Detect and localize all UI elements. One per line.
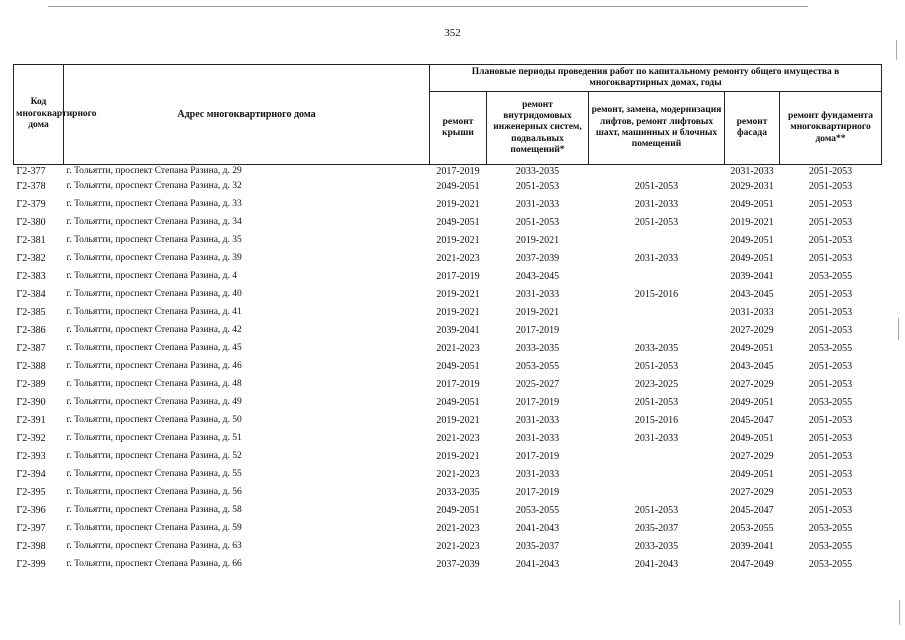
facade-period-cell: 2031-2033: [730, 307, 774, 318]
margin-mark: [899, 600, 900, 625]
lifts-period-cell: [589, 322, 725, 340]
lifts-period-cell: [589, 268, 725, 286]
house-code-cell: Г2-393: [16, 451, 46, 462]
foundation-period-cell: 2053-2055: [808, 343, 853, 354]
table-body: [14, 165, 882, 575]
systems-period-cell: 2031-2033: [515, 433, 560, 444]
facade-period-cell: 2027-2029: [730, 487, 774, 498]
table-row: [14, 394, 882, 412]
address-cell: г. Тольятти, проспект Степана Разина, д. 29: [66, 165, 242, 176]
address-cell: г. Тольятти, проспект Степана Разина, д. 48: [66, 379, 242, 390]
address-cell: г. Тольятти, проспект Степана Разина, д. 58: [66, 505, 242, 516]
roof-period-cell: 2019-2021: [436, 451, 480, 462]
lifts-period-cell: 2051-2053: [634, 397, 679, 408]
foundation-period-cell: 2051-2053: [808, 433, 853, 444]
systems-period-cell: 2053-2055: [515, 361, 560, 372]
engineering-systems-header: ремонт внутридомовых инженерных систем, подвальных помещений*: [487, 92, 589, 165]
table-row: [14, 376, 882, 394]
foundation-period-cell: 2051-2053: [808, 253, 853, 264]
house-code-cell: Г2-399: [16, 559, 46, 570]
table-row: [14, 358, 882, 376]
house-code-cell: Г2-382: [16, 253, 46, 264]
roof-period-cell: 2021-2023: [436, 253, 480, 264]
systems-period-cell: 2019-2021: [515, 235, 560, 246]
systems-period-cell: 2033-2035: [515, 165, 560, 177]
foundation-period-cell: 2051-2053: [808, 415, 853, 426]
lifts-period-cell: 2023-2025: [634, 379, 679, 390]
systems-period-cell: 2017-2019: [515, 397, 560, 408]
table-row: [14, 430, 882, 448]
systems-period-cell: 2051-2053: [515, 217, 560, 228]
table-row: [14, 340, 882, 358]
roof-period-cell: 2049-2051: [436, 397, 480, 408]
roof-period-cell: 2021-2023: [436, 523, 480, 534]
systems-period-cell: 2031-2033: [515, 199, 560, 210]
address-cell: г. Тольятти, проспект Степана Разина, д. 41: [66, 307, 242, 318]
systems-period-cell: 2043-2045: [515, 271, 560, 282]
foundation-period-cell: 2051-2053: [808, 379, 853, 390]
margin-mark: [896, 40, 897, 60]
roof-period-cell: 2019-2021: [436, 235, 480, 246]
foundation-period-cell: 2051-2053: [808, 505, 853, 516]
facade-period-cell: 2049-2051: [730, 343, 774, 354]
table-row: [14, 520, 882, 538]
foundation-period-cell: 2053-2055: [808, 397, 853, 408]
lifts-period-cell: 2031-2033: [634, 253, 679, 264]
address-cell: г. Тольятти, проспект Степана Разина, д. 63: [66, 541, 242, 552]
table-row: [14, 268, 882, 286]
foundation-period-cell: 2053-2055: [808, 541, 853, 552]
house-code-cell: Г2-390: [16, 397, 46, 408]
foundation-period-cell: 2051-2053: [808, 235, 853, 246]
lifts-period-cell: [589, 466, 725, 484]
foundation-period-cell: 2051-2053: [808, 307, 853, 318]
lifts-period-cell: 2051-2053: [634, 505, 679, 516]
house-code-cell: Г2-398: [16, 541, 46, 552]
roof-period-cell: 2019-2021: [436, 415, 480, 426]
table-row: [14, 165, 882, 179]
foundation-period-cell: 2051-2053: [808, 181, 853, 192]
address-cell: г. Тольятти, проспект Степана Разина, д. 33: [66, 199, 242, 210]
roof-period-cell: 2049-2051: [436, 361, 480, 372]
margin-mark: [898, 318, 899, 340]
roof-period-cell: 2021-2023: [436, 469, 480, 480]
systems-period-cell: 2041-2043: [515, 559, 560, 570]
roof-period-cell: 2019-2021: [436, 199, 480, 210]
house-code-cell: Г2-381: [16, 235, 46, 246]
facade-period-cell: 2049-2051: [730, 469, 774, 480]
address-column-header: Адрес многоквартирного дома: [64, 65, 430, 165]
systems-period-cell: 2051-2053: [515, 181, 560, 192]
roof-period-cell: 2021-2023: [436, 433, 480, 444]
foundation-repair-header: ремонт фундамента многоквартирного дома**: [780, 92, 882, 165]
address-cell: г. Тольятти, проспект Степана Разина, д. 40: [66, 289, 242, 300]
house-code-cell: Г2-397: [16, 523, 46, 534]
house-code-cell: Г2-396: [16, 505, 46, 516]
lifts-period-cell: 2051-2053: [634, 181, 679, 192]
address-cell: г. Тольятти, проспект Степана Разина, д. 46: [66, 361, 242, 372]
facade-period-cell: 2043-2045: [730, 361, 774, 372]
foundation-period-cell: 2051-2053: [808, 451, 853, 462]
house-code-cell: Г2-391: [16, 415, 46, 426]
foundation-period-cell: 2051-2053: [808, 361, 853, 372]
systems-period-cell: 2017-2019: [515, 487, 560, 498]
house-code-cell: Г2-389: [16, 379, 46, 390]
table-row: [14, 196, 882, 214]
facade-period-cell: 2043-2045: [730, 289, 774, 300]
house-code-cell: Г2-395: [16, 487, 46, 498]
foundation-period-cell: 2053-2055: [808, 559, 853, 570]
periods-group-header: Плановые периоды проведения работ по капитальному ремонту общего имущества в многоквартирных домах, годы: [430, 65, 882, 92]
top-rule: [48, 6, 808, 7]
lift-repair-header: ремонт, замена, модернизация лифтов, ремонт лифтовых шахт, машинных и блочных помещений: [589, 92, 725, 165]
address-cell: г. Тольятти, проспект Степана Разина, д. 32: [66, 181, 242, 192]
systems-period-cell: 2031-2033: [515, 469, 560, 480]
table-row: [14, 484, 882, 502]
roof-period-cell: 2049-2051: [436, 217, 480, 228]
address-cell: г. Тольятти, проспект Степана Разина, д. 52: [66, 451, 242, 462]
roof-period-cell: 2033-2035: [436, 487, 480, 498]
lifts-period-cell: 2041-2043: [634, 559, 679, 570]
foundation-period-cell: 2053-2055: [808, 523, 853, 534]
systems-period-cell: 2041-2043: [515, 523, 560, 534]
systems-period-cell: 2053-2055: [515, 505, 560, 516]
systems-period-cell: 2035-2037: [515, 541, 560, 552]
foundation-period-cell: 2051-2053: [808, 165, 853, 177]
facade-period-cell: 2045-2047: [730, 505, 774, 516]
house-code-cell: Г2-386: [16, 325, 46, 336]
facade-repair-header: ремонт фасада: [725, 92, 780, 165]
lifts-period-cell: 2031-2033: [634, 199, 679, 210]
lifts-period-cell: 2051-2053: [634, 361, 679, 372]
table-row: [14, 304, 882, 322]
lifts-period-cell: [589, 304, 725, 322]
table-row: [14, 502, 882, 520]
roof-period-cell: 2037-2039: [436, 559, 480, 570]
table-row: [14, 178, 882, 196]
roof-period-cell: 2021-2023: [436, 343, 480, 354]
house-code-cell: Г2-380: [16, 217, 46, 228]
facade-period-cell: 2049-2051: [730, 199, 774, 210]
roof-period-cell: 2049-2051: [436, 505, 480, 516]
foundation-period-cell: 2051-2053: [808, 325, 853, 336]
address-cell: г. Тольятти, проспект Степана Разина, д. 50: [66, 415, 242, 426]
lifts-period-cell: 2033-2035: [634, 541, 679, 552]
house-code-cell: Г2-379: [16, 199, 46, 210]
table-row: [14, 448, 882, 466]
repair-schedule-table: [13, 64, 882, 574]
table-row: [14, 286, 882, 304]
lifts-period-cell: [589, 232, 725, 250]
foundation-period-cell: 2053-2055: [808, 271, 853, 282]
house-code-cell: Г2-388: [16, 361, 46, 372]
address-cell: г. Тольятти, проспект Степана Разина, д. 49: [66, 397, 242, 408]
systems-period-cell: 2017-2019: [515, 325, 560, 336]
house-code-cell: Г2-377: [16, 165, 46, 177]
facade-period-cell: 2029-2031: [730, 181, 774, 192]
facade-period-cell: 2039-2041: [730, 541, 774, 552]
address-cell: г. Тольятти, проспект Степана Разина, д. 4: [66, 271, 237, 282]
facade-period-cell: 2049-2051: [730, 235, 774, 246]
roof-period-cell: 2017-2019: [436, 379, 480, 390]
roof-period-cell: 2039-2041: [436, 325, 480, 336]
table-row: [14, 556, 882, 574]
address-cell: г. Тольятти, проспект Степана Разина, д. 35: [66, 235, 242, 246]
table-row: [14, 214, 882, 232]
lifts-period-cell: [589, 448, 725, 466]
address-cell: г. Тольятти, проспект Степана Разина, д. 39: [66, 253, 242, 264]
address-cell: г. Тольятти, проспект Степана Разина, д. 55: [66, 469, 242, 480]
house-code-cell: Г2-387: [16, 343, 46, 354]
table-row: [14, 412, 882, 430]
facade-period-cell: 2049-2051: [730, 253, 774, 264]
table-row: [14, 232, 882, 250]
code-column-header: Код многоквартирного дома: [14, 65, 64, 165]
house-code-cell: Г2-385: [16, 307, 46, 318]
lifts-period-cell: [589, 165, 725, 179]
lifts-period-cell: [589, 484, 725, 502]
systems-period-cell: 2031-2033: [515, 289, 560, 300]
systems-period-cell: 2031-2033: [515, 415, 560, 426]
foundation-period-cell: 2051-2053: [808, 199, 853, 210]
lifts-period-cell: 2051-2053: [634, 217, 679, 228]
roof-period-cell: 2021-2023: [436, 541, 480, 552]
facade-period-cell: 2027-2029: [730, 325, 774, 336]
house-code-cell: Г2-392: [16, 433, 46, 444]
lifts-period-cell: 2015-2016: [634, 415, 679, 426]
roof-period-cell: 2019-2021: [436, 307, 480, 318]
table-row: [14, 322, 882, 340]
address-cell: г. Тольятти, проспект Степана Разина, д. 51: [66, 433, 242, 444]
address-cell: г. Тольятти, проспект Степана Разина, д. 42: [66, 325, 242, 336]
foundation-period-cell: 2051-2053: [808, 487, 853, 498]
roof-period-cell: 2049-2051: [436, 181, 480, 192]
page-number: 352: [444, 27, 461, 39]
roof-period-cell: 2017-2019: [436, 271, 480, 282]
systems-period-cell: 2019-2021: [515, 307, 560, 318]
lifts-period-cell: 2035-2037: [634, 523, 679, 534]
address-cell: г. Тольятти, проспект Степана Разина, д. 59: [66, 523, 242, 534]
facade-period-cell: 2047-2049: [730, 559, 774, 570]
roof-period-cell: 2019-2021: [436, 289, 480, 300]
roof-period-cell: 2017-2019: [436, 165, 480, 177]
roof-repair-header: ремонт крыши: [430, 92, 487, 165]
address-cell: г. Тольятти, проспект Степана Разина, д. 45: [66, 343, 242, 354]
foundation-period-cell: 2051-2053: [808, 469, 853, 480]
lifts-period-cell: 2031-2033: [634, 433, 679, 444]
systems-period-cell: 2037-2039: [515, 253, 560, 264]
house-code-cell: Г2-378: [16, 181, 46, 192]
systems-period-cell: 2033-2035: [515, 343, 560, 354]
facade-period-cell: 2027-2029: [730, 451, 774, 462]
address-cell: г. Тольятти, проспект Степана Разина, д. 56: [66, 487, 242, 498]
lifts-period-cell: 2033-2035: [634, 343, 679, 354]
house-code-cell: Г2-384: [16, 289, 46, 300]
header-row-group: [14, 65, 882, 92]
table-row: [14, 250, 882, 268]
facade-period-cell: 2039-2041: [730, 271, 774, 282]
address-cell: г. Тольятти, проспект Степана Разина, д. 34: [66, 217, 242, 228]
address-cell: г. Тольятти, проспект Степана Разина, д. 66: [66, 559, 242, 570]
facade-period-cell: 2031-2033: [730, 165, 774, 177]
facade-period-cell: 2019-2021: [730, 217, 774, 228]
facade-period-cell: 2045-2047: [730, 415, 774, 426]
house-code-cell: Г2-383: [16, 271, 46, 282]
facade-period-cell: 2053-2055: [730, 523, 774, 534]
table-row: [14, 538, 882, 556]
lifts-period-cell: 2015-2016: [634, 289, 679, 300]
systems-period-cell: 2025-2027: [515, 379, 560, 390]
systems-period-cell: 2017-2019: [515, 451, 560, 462]
foundation-period-cell: 2051-2053: [808, 289, 853, 300]
facade-period-cell: 2049-2051: [730, 397, 774, 408]
foundation-period-cell: 2051-2053: [808, 217, 853, 228]
house-code-cell: Г2-394: [16, 469, 46, 480]
table-row: [14, 466, 882, 484]
facade-period-cell: 2027-2029: [730, 379, 774, 390]
facade-period-cell: 2049-2051: [730, 433, 774, 444]
